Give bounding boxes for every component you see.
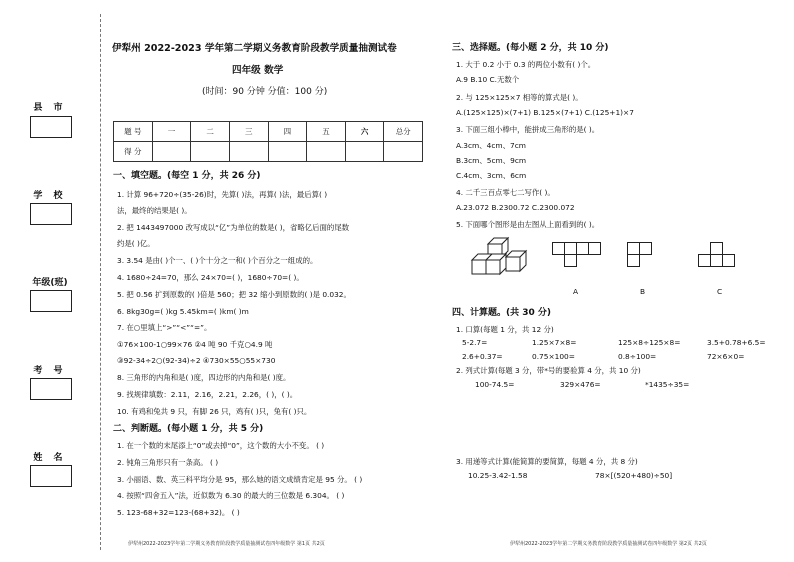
question-line: 1. 大于 0.2 小于 0.3 的两位小数有( )个。 [456, 60, 596, 69]
grade-class-label: 年级(班) [32, 278, 68, 288]
score-cell: 三 [229, 122, 268, 142]
question-line: 4. 1680÷24=70，那么 24×70=( )，1680÷70=( )。 [117, 273, 304, 282]
oral-item: 2.6+0.37= [462, 352, 503, 361]
question-line: B.3cm、5cm、9cm [456, 156, 527, 165]
county-label: 县 市 [33, 103, 67, 113]
score-cell: 题 号 [114, 122, 153, 142]
score-cell: 六 [345, 122, 384, 142]
score-cell: 一 [152, 122, 191, 142]
page-footer-right: 伊犁州2022-2023学年第二学期义务教育阶段教学质量抽测试卷四年级数学 第2页 共2页 [510, 541, 707, 547]
page-footer-left: 伊犁州2022-2023学年第二学期义务教育阶段教学质量抽测试卷四年级数学 第1页 共2页 [128, 541, 325, 547]
time-score: (时间：90 分钟 分值：100 分) [202, 87, 328, 97]
question-line: 9. 找规律填数：2.11，2.16，2.21，2.26，( )，( )。 [117, 390, 298, 399]
question-line: A.9 B.10 C.无数个 [456, 75, 520, 84]
question-line: 5. 下面哪个图形是由左图从上面看到的( )。 [456, 220, 600, 229]
score-input[interactable] [384, 142, 423, 162]
question-line: ①76×100-1○99×76 ②4 吨 90 千克○4.9 吨 [117, 340, 273, 349]
section-2-title: 二、判断题。(每小题 1 分，共 5 分) [113, 424, 264, 434]
oral-item: 3.5+0.78+6.5= [707, 338, 766, 347]
question-line: 6. 8kg30g=( )kg 5.45km=( )km( )m [117, 307, 249, 316]
question-line: C.4cm、3cm、6cm [456, 171, 527, 180]
option-a-label: A [573, 287, 579, 296]
exam-no-field[interactable] [30, 378, 72, 400]
grade-class-field[interactable] [30, 290, 72, 312]
score-cell: 得 分 [114, 142, 153, 162]
score-input[interactable] [307, 142, 346, 162]
option-c-shape [698, 242, 738, 272]
question-line: A.23.072 B.2300.72 C.2300.072 [456, 203, 575, 212]
vertical-calc-item: 100-74.5= [475, 380, 515, 389]
score-input[interactable] [191, 142, 230, 162]
school-label: 学 校 [33, 191, 67, 201]
question-line: 1. 在一个数的末尾添上“0”或去掉“0”，这个数的大小不变。 ( ) [117, 441, 325, 450]
question-line: A.3cm、4cm、7cm [456, 141, 526, 150]
option-a-shape [552, 242, 600, 272]
score-table-header-row [114, 122, 423, 142]
question-line: 3. 3.54 是由( )个一、( )个十分之一和( )个百分之一组成的。 [117, 256, 318, 265]
vertical-calc-item: *1435÷35= [645, 380, 690, 389]
sub-title: 1. 口算(每题 1 分，共 12 分) [456, 325, 554, 334]
sub-title: 2. 列式计算(每题 3 分，带*号的要验算 4 分，共 10 分) [456, 366, 641, 375]
name-label: 姓 名 [33, 453, 67, 463]
score-cell: 二 [191, 122, 230, 142]
vertical-calc-item: 329×476= [560, 380, 601, 389]
question-line: 2. 把 1443497000 改写成以“亿”为单位的数是( )，省略亿后面的尾数 [117, 223, 350, 232]
option-b-shape [627, 242, 657, 272]
question-line: 3. 下面三组小棒中，能拼成三角形的是( )。 [456, 125, 600, 134]
oral-item: 72×6×0= [707, 352, 745, 361]
exam-title: 伊犁州 2022-2023 学年第二学期义务教育阶段教学质量抽测试卷 [112, 43, 397, 54]
oral-item: 125×8÷125×8= [618, 338, 681, 347]
question-line: 5. 把 0.56 扩到原数的( )倍是 560；把 32 缩小到原数的( )是 0.032。 [117, 290, 351, 299]
score-input[interactable] [229, 142, 268, 162]
question-line: 7. 在○里填上“>”“<”“=”。 [117, 323, 212, 332]
section-3-title: 三、选择题。(每小题 2 分，共 10 分) [452, 43, 609, 53]
score-cell: 四 [268, 122, 307, 142]
name-field[interactable] [30, 465, 72, 487]
county-field[interactable] [30, 116, 72, 138]
exam-subtitle: 四年级 数学 [232, 65, 284, 76]
score-cell: 总分 [384, 122, 423, 142]
score-table [113, 121, 423, 162]
question-line: A.(125×125)×(7+1) B.125×(7+1) C.(125+1)×7 [456, 108, 634, 117]
step-calc-item: 78×[(520+480)÷50] [595, 471, 673, 480]
option-b-label: B [640, 287, 646, 296]
oral-item: 0.75×100= [532, 352, 575, 361]
question-line: 3. 小丽语、数、英三科平均分是 95，那么她的语文成绩肯定是 95 分。 ( ) [117, 475, 363, 484]
question-line: 约是( )亿。 [117, 239, 155, 248]
oral-item: 1.25×7×8= [532, 338, 577, 347]
section-1-title: 一、填空题。(每空 1 分，共 26 分) [113, 171, 261, 181]
question-line: 10. 有鸡和兔共 9 只，有脚 26 只，鸡有( )只，兔有( )只。 [117, 407, 312, 416]
school-field[interactable] [30, 203, 72, 225]
sub-title: 3. 用递等式计算(能简算的要简算，每题 4 分，共 8 分) [456, 457, 638, 466]
question-line: 5. 123-68+32=123-(68+32)。 ( ) [117, 508, 240, 517]
question-line: 4. 按照“四舍五入”法，近似数为 6.30 的最大的三位数是 6.304。 ( ) [117, 491, 345, 500]
question-line: 法，最终的结果是( )。 [117, 206, 192, 215]
oral-item: 5-2.7= [462, 338, 488, 347]
oral-item: 0.8÷100= [618, 352, 657, 361]
binding-line [100, 14, 101, 550]
section-4-title: 四、计算题。(共 30 分) [452, 308, 552, 318]
score-input[interactable] [152, 142, 191, 162]
cube-stack-figure [466, 236, 528, 284]
option-c-label: C [717, 287, 723, 296]
score-input[interactable] [345, 142, 384, 162]
question-line: 2. 与 125×125×7 相等的算式是( )。 [456, 93, 583, 102]
step-calc-item: 10.25-3.42-1.58 [468, 471, 528, 480]
exam-no-label: 考 号 [33, 366, 67, 376]
question-line: 2. 钝角三角形只有一条高。 ( ) [117, 458, 219, 467]
question-line: 1. 计算 96+720÷(35-26)时，先算( )法，再算( )法，最后算( ) [117, 190, 328, 199]
question-line: 4. 二千三百点零七二写作( )。 [456, 188, 555, 197]
question-line: 8. 三角形的内角和是( )度，四边形的内角和是( )度。 [117, 373, 291, 382]
score-table-score-row [114, 142, 423, 162]
score-cell: 五 [307, 122, 346, 142]
score-input[interactable] [268, 142, 307, 162]
question-line: ③92-34÷2○(92-34)÷2 ④730×55○55×730 [117, 356, 276, 365]
